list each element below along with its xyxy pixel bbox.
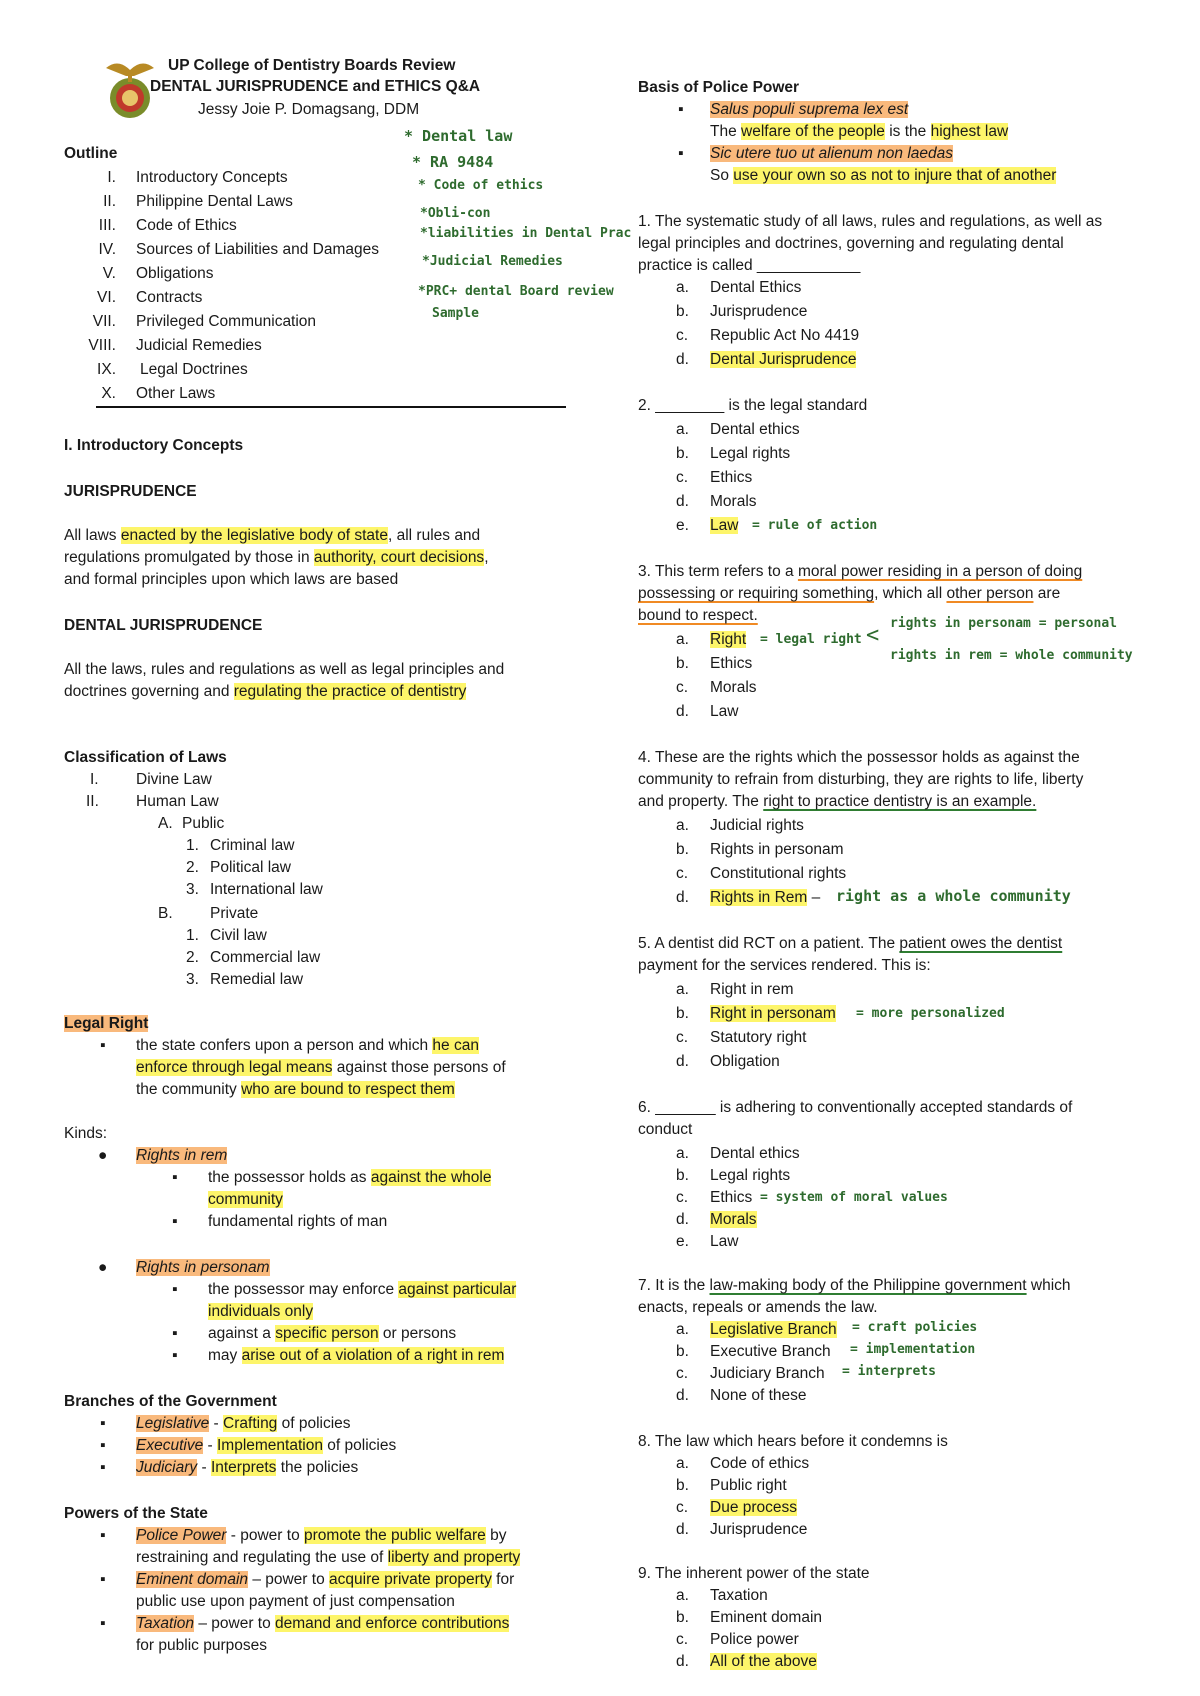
outline-num: IV. [98,241,116,258]
option: Jurisprudence [710,1521,808,1538]
option-letter: a. [676,981,689,998]
answer-option: Right in personam [710,1005,836,1022]
power-item: Taxation – power to demand and enforce contributions [136,1615,510,1632]
option-letter: a. [676,1145,689,1162]
header-line1: UP College of Dentistry Boards Review [168,57,456,74]
option-letter: c. [676,327,689,344]
option: Law [710,1233,739,1250]
option-letter: c. [676,1631,689,1648]
handwritten-note: * Code of ethics [418,178,544,193]
section-title: I. Introductory Concepts [64,437,244,454]
question-text: conduct [638,1121,693,1138]
maxim: Sic utere tuo ut alienum non laedas [710,145,953,162]
question-text: possessing or requiring something, which all other person are [638,585,1061,602]
personam-text: the possessor may enforce against particular [208,1281,517,1298]
option: Rights in personam [710,841,844,858]
question-text: 2. ________ is the legal standard [638,397,868,414]
option: Statutory right [710,1029,807,1046]
option: Right in rem [710,981,794,998]
option-letter: b. [676,1343,689,1360]
option: Dental Ethics [710,279,802,296]
option-letter: b. [676,303,689,320]
personam-text: may arise out of a violation of a right in rem [208,1347,505,1364]
option-letter: a. [676,279,689,296]
question-text: 5. A dentist did RCT on a patient. The patient owes the dentist [638,935,1063,952]
handwritten-note: = legal right [760,632,862,647]
list-item: Remedial law [210,971,304,988]
legal-right-text: the community who are bound to respect them [136,1081,455,1098]
bullet-icon: ● [98,1259,108,1276]
outline-num: VII. [92,313,116,330]
outline-num: III. [98,217,116,234]
power-item: Eminent domain – power to acquire private property for [136,1571,515,1588]
list-item: Political law [210,859,291,876]
maxim: Salus populi suprema lex est [710,101,909,118]
option-letter: c. [676,469,689,486]
option-letter: c. [676,1365,689,1382]
option: Dental ethics [710,421,800,438]
list-item: Divine Law [136,771,212,788]
question-text: bound to respect. [638,607,758,624]
power-item: restraining and regulating the use of liberty and property [136,1549,521,1566]
option: Taxation [710,1587,768,1604]
option-letter: c. [676,1029,689,1046]
outline-title: Outline [64,145,118,162]
list-item: Human Law [136,793,219,810]
outline-num: X. [101,385,116,402]
option-letter: c. [676,1189,689,1206]
dental-jurisprudence-text: doctrines governing and regulating the practice of dentistry [64,683,467,700]
branch-item: Executive - Implementation of policies [136,1437,397,1454]
bullet-icon: ▪ [172,1169,178,1186]
maxim-translation: So use your own so as not to injure that of another [710,167,1057,184]
outline-item: Other Laws [136,385,216,402]
option: Constitutional rights [710,865,847,882]
list-item: Public [182,815,225,832]
option: None of these [710,1387,807,1404]
answer-option: Right [710,631,747,648]
handwritten-note: * RA 9484 [412,153,494,171]
bullet-icon: ▪ [100,1437,106,1454]
handwritten-note: * Dental law [404,127,513,145]
outline-item: Legal Doctrines [140,361,248,378]
answer-option: Law [710,517,739,534]
handwritten-note: = craft policies [852,1320,978,1335]
question-text: 3. This term refers to a moral power residing in a person of doing [638,563,1083,580]
personam-text: against a specific person or persons [208,1325,457,1342]
handwritten-note: *Obli-con [420,206,491,221]
outline-item: Obligations [136,265,214,282]
option: Republic Act No 4419 [710,327,860,344]
option-letter: b. [676,655,689,672]
power-item: for public purposes [136,1637,267,1654]
bullet-icon: ▪ [678,101,684,118]
power-item: public use upon payment of just compensation [136,1593,455,1610]
question-text: payment for the services rendered. This is: [638,957,931,974]
list-num: A. [158,815,173,832]
list-num: 2. [186,859,199,876]
jurisprudence-heading: JURISPRUDENCE [64,483,197,500]
question-text: 6. _______ is adhering to conventionally accepted standards of [638,1099,1073,1116]
outline-item: Contracts [136,289,203,306]
bullet-icon: ▪ [172,1347,178,1364]
option-letter: d. [676,1521,689,1538]
option: Executive Branch [710,1343,831,1360]
option-letter: b. [676,841,689,858]
option: Ethics [710,655,753,672]
bullet-icon: ▪ [100,1615,106,1632]
outline-item: Philippine Dental Laws [136,193,293,210]
powers-heading: Powers of the State [64,1505,208,1522]
up-dentistry-seal-icon [104,58,156,122]
answer-option: Morals [710,1211,757,1228]
question-text: 1. The systematic study of all laws, rules and regulations, as well as [638,213,1103,230]
handwritten-note: = interprets [842,1364,936,1379]
handwritten-note: = more personalized [856,1006,1005,1021]
option-letter: d. [676,1387,689,1404]
list-num: 1. [186,927,199,944]
question-text: enacts, repeals or amends the law. [638,1299,878,1316]
question-text: legal principles and doctrines, governing and regulating dental [638,235,1064,252]
handwritten-note: *Judicial Remedies [422,254,563,269]
option: Jurisprudence [710,303,808,320]
option: Eminent domain [710,1609,823,1626]
answer-option: Dental Jurisprudence [710,351,857,368]
option-letter: d. [676,889,689,906]
question-text: 7. It is the law-making body of the Philippine government which [638,1277,1071,1294]
dental-jurisprudence-heading: DENTAL JURISPRUDENCE [64,617,263,634]
outline-num: II. [103,193,116,210]
handwritten-note: rights in personam = personal [890,616,1117,631]
jurisprudence-text: regulations promulgated by those in authority, court decisions, [64,549,489,566]
branches-heading: Branches of the Government [64,1393,277,1410]
option-letter: d. [676,1053,689,1070]
option: Morals [710,679,757,696]
bullet-icon: ▪ [100,1571,106,1588]
bullet-icon: ▪ [172,1325,178,1342]
option-letter: a. [676,421,689,438]
handwritten-note: = rule of action [752,518,878,533]
header-author: Jessy Joie P. Domagsang, DDM [198,101,420,118]
bullet-icon: ▪ [100,1459,106,1476]
rights-in-personam-label: Rights in personam [136,1259,270,1276]
option: Legal rights [710,1167,791,1184]
option-letter: e. [676,517,689,534]
list-item: Private [210,905,259,922]
bullet-icon: ▪ [678,145,684,162]
option: Judiciary Branch [710,1365,825,1382]
power-item: Police Power - power to promote the public welfare by [136,1527,507,1544]
option: Legal rights [710,445,791,462]
question-text: 8. The law which hears before it condemns is [638,1433,948,1450]
option: Police power [710,1631,799,1648]
option: Ethics [710,1189,753,1206]
legal-right-heading: Legal Right [64,1015,149,1032]
list-item: Civil law [210,927,267,944]
list-num: 2. [186,949,199,966]
option-letter: a. [676,817,689,834]
option-letter: e. [676,1233,689,1250]
option-letter: a. [676,1455,689,1472]
option-letter: b. [676,1167,689,1184]
answer-option: Rights in Rem – [710,889,821,906]
legal-right-text: enforce through legal means against those persons of [136,1059,506,1076]
option: Code of ethics [710,1455,810,1472]
handwritten-note: *liabilities in Dental Prac [420,226,632,241]
rem-text: fundamental rights of man [208,1213,388,1230]
option-letter: b. [676,445,689,462]
handwritten-note: = implementation [850,1342,976,1357]
outline-item: Introductory Concepts [136,169,288,186]
answer-option: Legislative Branch [710,1321,837,1338]
bullet-icon: ▪ [100,1415,106,1432]
outline-item: Privileged Communication [136,313,317,330]
answer-option: All of the above [710,1653,817,1670]
option: Public right [710,1477,787,1494]
jurisprudence-text: and formal principles upon which laws are based [64,571,399,588]
branch-item: Legislative - Crafting of policies [136,1415,351,1432]
classification-heading: Classification of Laws [64,749,227,766]
bullet-icon: ▪ [172,1213,178,1230]
bullet-icon: ▪ [100,1527,106,1544]
list-num: B. [158,905,173,922]
handwritten-note: *PRC+ dental Board review [418,284,614,299]
option-letter: d. [676,703,689,720]
question-text: community to refrain from disturbing, they are rights to life, liberty [638,771,1084,788]
outline-item: Judicial Remedies [136,337,262,354]
option: Obligation [710,1053,780,1070]
option-letter: a. [676,631,689,648]
police-power-heading: Basis of Police Power [638,79,800,96]
handwritten-note: Sample [432,306,479,321]
rem-text: community [208,1191,283,1208]
outline-num: I. [107,169,116,186]
option-letter: b. [676,1005,689,1022]
list-num: 1. [186,837,199,854]
option-letter: a. [676,1321,689,1338]
option-letter: d. [676,351,689,368]
handwritten-note: rights in rem = whole community [890,648,1133,663]
option-letter: d. [676,1653,689,1670]
question-text: 4. These are the rights which the possessor holds as against the [638,749,1080,766]
option: Judicial rights [710,817,804,834]
rem-text: the possessor holds as against the whole [208,1169,492,1186]
kinds-label: Kinds: [64,1125,108,1142]
brace-icon: < [866,623,880,648]
list-num: I. [90,771,99,788]
option: Law [710,703,739,720]
list-item: Commercial law [210,949,321,966]
option-letter: d. [676,493,689,510]
handwritten-note: right as a whole community [836,887,1071,905]
outline-item: Code of Ethics [136,217,237,234]
outline-num: IX. [97,361,116,378]
list-item: Criminal law [210,837,295,854]
option: Dental ethics [710,1145,800,1162]
personam-text: individuals only [208,1303,314,1320]
answer-option: Due process [710,1499,798,1516]
list-item: International law [210,881,323,898]
bullet-icon: ▪ [172,1281,178,1298]
question-text: and property. The right to practice dentistry is an example. [638,793,1037,810]
option-letter: b. [676,1609,689,1626]
list-num: 3. [186,881,199,898]
option-letter: a. [676,1587,689,1604]
outline-num: VI. [97,289,116,306]
question-text: practice is called ____________ [638,257,861,274]
option-letter: c. [676,1499,689,1516]
option: Ethics [710,469,753,486]
outline-item: Sources of Liabilities and Damages [136,241,379,258]
outline-num: V. [102,265,116,282]
handwritten-note: = system of moral values [760,1190,948,1205]
option-letter: c. [676,679,689,696]
bullet-icon: ▪ [100,1037,106,1054]
outline-num: VIII. [88,337,116,354]
option-letter: c. [676,865,689,882]
rights-in-rem-label: Rights in rem [136,1147,228,1164]
option-letter: d. [676,1211,689,1228]
outline-divider [96,406,566,408]
list-num: II. [86,793,99,810]
legal-right-text: the state confers upon a person and which he can [136,1037,479,1054]
maxim-translation: The welfare of the people is the highest law [710,123,1009,140]
option: Morals [710,493,757,510]
bullet-icon: ● [98,1147,108,1164]
list-num: 3. [186,971,199,988]
jurisprudence-text: All laws enacted by the legislative body of state, all rules and [64,527,481,544]
header-line2: DENTAL JURISPRUDENCE and ETHICS Q&A [150,78,481,95]
option-letter: b. [676,1477,689,1494]
branch-item: Judiciary - Interprets the policies [136,1459,359,1476]
dental-jurisprudence-text: All the laws, rules and regulations as well as legal principles and [64,661,505,678]
question-text: 9. The inherent power of the state [638,1565,870,1582]
